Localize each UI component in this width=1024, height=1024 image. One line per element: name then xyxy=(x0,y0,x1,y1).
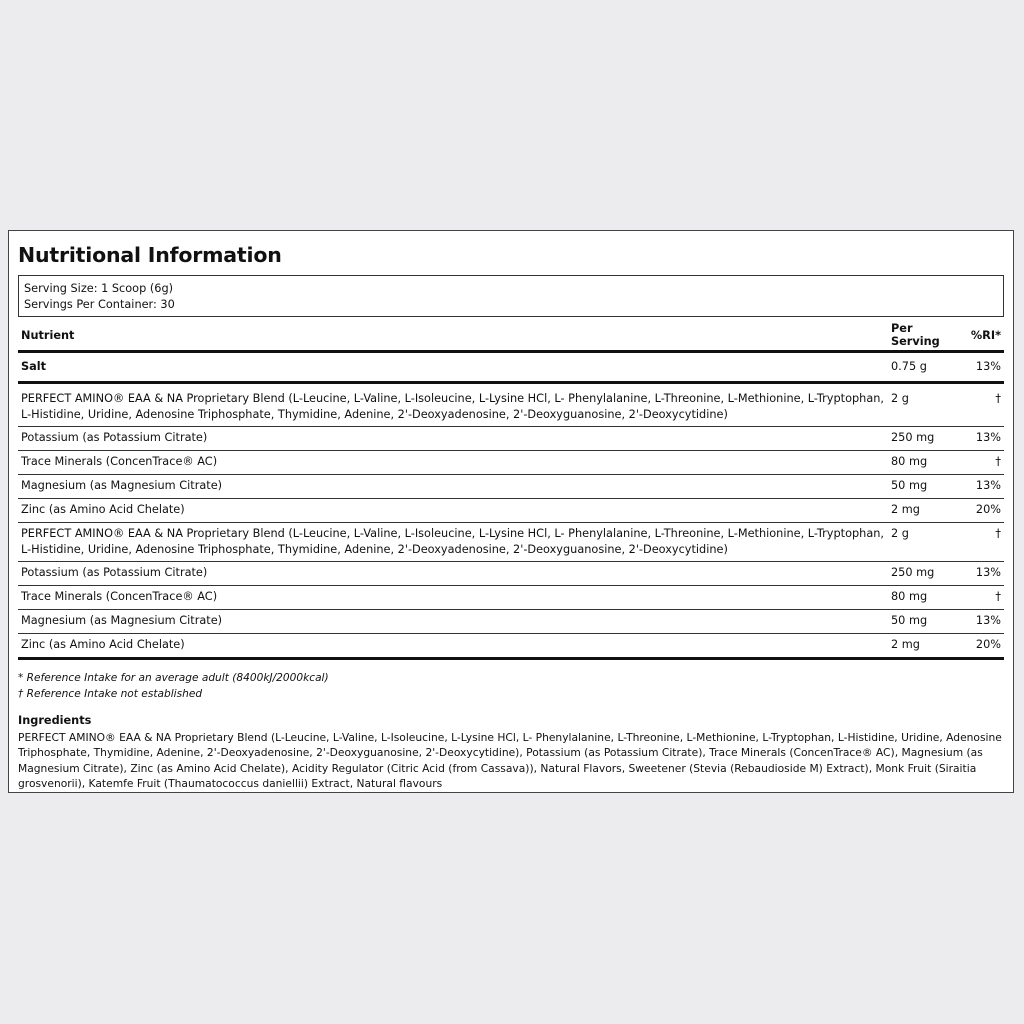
nutrient-ri: 13% xyxy=(960,427,1004,451)
nutrient-per-serving: 2 g xyxy=(888,523,960,562)
nutrient-per-serving: 2 mg xyxy=(888,499,960,523)
table-row xyxy=(18,475,1004,499)
nutrient-ri: † xyxy=(960,523,1004,562)
panel-title: Nutritional Information xyxy=(18,243,282,267)
nutrient-ri: 20% xyxy=(960,499,1004,523)
table-row xyxy=(18,586,1004,610)
nutrient-name: Zinc (as Amino Acid Chelate) xyxy=(18,634,888,659)
nutrient-ri: 13% xyxy=(960,475,1004,499)
header-ri: %RI* xyxy=(960,320,1004,352)
table-header-row xyxy=(18,320,1004,352)
footnote-reference-intake: * Reference Intake for an average adult (8400kJ/2000kcal) xyxy=(18,672,329,684)
nutrient-ri: † xyxy=(960,586,1004,610)
table-row xyxy=(18,451,1004,475)
serving-size: Serving Size: 1 Scoop (6g) xyxy=(24,282,174,295)
salt-row xyxy=(18,352,1004,383)
table-row xyxy=(18,499,1004,523)
header-nutrient: Nutrient xyxy=(18,320,888,352)
nutrient-name: Magnesium (as Magnesium Citrate) xyxy=(18,610,888,634)
nutrient-name: Trace Minerals (ConcenTrace® AC) xyxy=(18,586,888,610)
nutrient-name: Trace Minerals (ConcenTrace® AC) xyxy=(18,451,888,475)
nutrient-name: Potassium (as Potassium Citrate) xyxy=(18,562,888,586)
salt-ri: 13% xyxy=(960,352,1004,383)
nutrient-per-serving: 250 mg xyxy=(888,562,960,586)
header-per-serving: Per Serving xyxy=(888,320,960,352)
nutrient-per-serving: 250 mg xyxy=(888,427,960,451)
serving-info-box xyxy=(18,275,1004,317)
nutrient-ri: 13% xyxy=(960,562,1004,586)
nutrient-per-serving: 2 g xyxy=(888,383,960,427)
nutrient-per-serving: 50 mg xyxy=(888,610,960,634)
nutrient-ri: 13% xyxy=(960,610,1004,634)
nutrient-ri: † xyxy=(960,451,1004,475)
nutrient-ri: † xyxy=(960,383,1004,427)
nutrition-panel xyxy=(8,230,1014,793)
nutrient-name: Magnesium (as Magnesium Citrate) xyxy=(18,475,888,499)
nutrient-ri: 20% xyxy=(960,634,1004,659)
table-row xyxy=(18,562,1004,586)
ingredients-heading: Ingredients xyxy=(18,714,92,727)
salt-name: Salt xyxy=(18,352,888,383)
servings-per-container: Servings Per Container: 30 xyxy=(24,298,175,311)
nutrient-name: PERFECT AMINO® EAA & NA Proprietary Blend (L-Leucine, L-Valine, L-Isoleucine, L-Lysine HCl, L- Phenylalanine, L-Threonine, L-Methionine, L-Tryptophan, L-Histidine, Uridine, Adenosine Triphosphate, Thymidine, Adenine, 2'-Deoxyadenosine, 2'-Deoxyguanosine, 2'-Deoxycytidine) xyxy=(18,523,888,562)
table-row xyxy=(18,427,1004,451)
footnotes xyxy=(18,671,1004,702)
table-row xyxy=(18,383,1004,427)
nutrient-name: PERFECT AMINO® EAA & NA Proprietary Blend (L-Leucine, L-Valine, L-Isoleucine, L-Lysine HCl, L- Phenylalanine, L-Threonine, L-Methionine, L-Tryptophan, L-Histidine, Uridine, Adenosine Triphosphate, Thymidine, Adenine, 2'-Deoxyadenosine, 2'-Deoxyguanosine, 2'-Deoxycytidine) xyxy=(18,383,888,427)
footnote-not-established: † Reference Intake not established xyxy=(18,687,203,700)
salt-per-serving: 0.75 g xyxy=(888,352,960,383)
nutrient-name: Potassium (as Potassium Citrate) xyxy=(18,427,888,451)
ingredients-text: PERFECT AMINO® EAA & NA Proprietary Blend (L-Leucine, L-Valine, L-Isoleucine, L-Lysine HCl, L- Phenylalanine, L-Threonine, L-Methionine, L-Tryptophan, L-Histidine, Uridine, Adenosine Triphosphate, Thymidine, Adenine, 2'-Deoxyadenosine, 2'-Deoxyguanosine, 2'-Deoxycytidine), Potassium (as Potassium Citrate), Trace Minerals (ConcenTrace® AC), Magnesium (as Magnesium Citrate), Zinc (as Amino Acid Chelate), Acidity Regulator (Citric Acid (from Cassava)), Natural Flavors, Sweetener (Stevia (Rebaudioside M) Extract), Monk Fruit (Siraitia grosvenorii), Katemfe Fruit (Thaumatococcus daniellii) Extract, Natural flavours xyxy=(18,731,1002,790)
nutrient-name: Zinc (as Amino Acid Chelate) xyxy=(18,499,888,523)
table-row xyxy=(18,610,1004,634)
table-row xyxy=(18,523,1004,562)
nutrition-table xyxy=(18,320,1004,660)
nutrient-per-serving: 2 mg xyxy=(888,634,960,659)
table-row xyxy=(18,634,1004,659)
nutrient-per-serving: 80 mg xyxy=(888,586,960,610)
nutrient-per-serving: 50 mg xyxy=(888,475,960,499)
nutrient-per-serving: 80 mg xyxy=(888,451,960,475)
